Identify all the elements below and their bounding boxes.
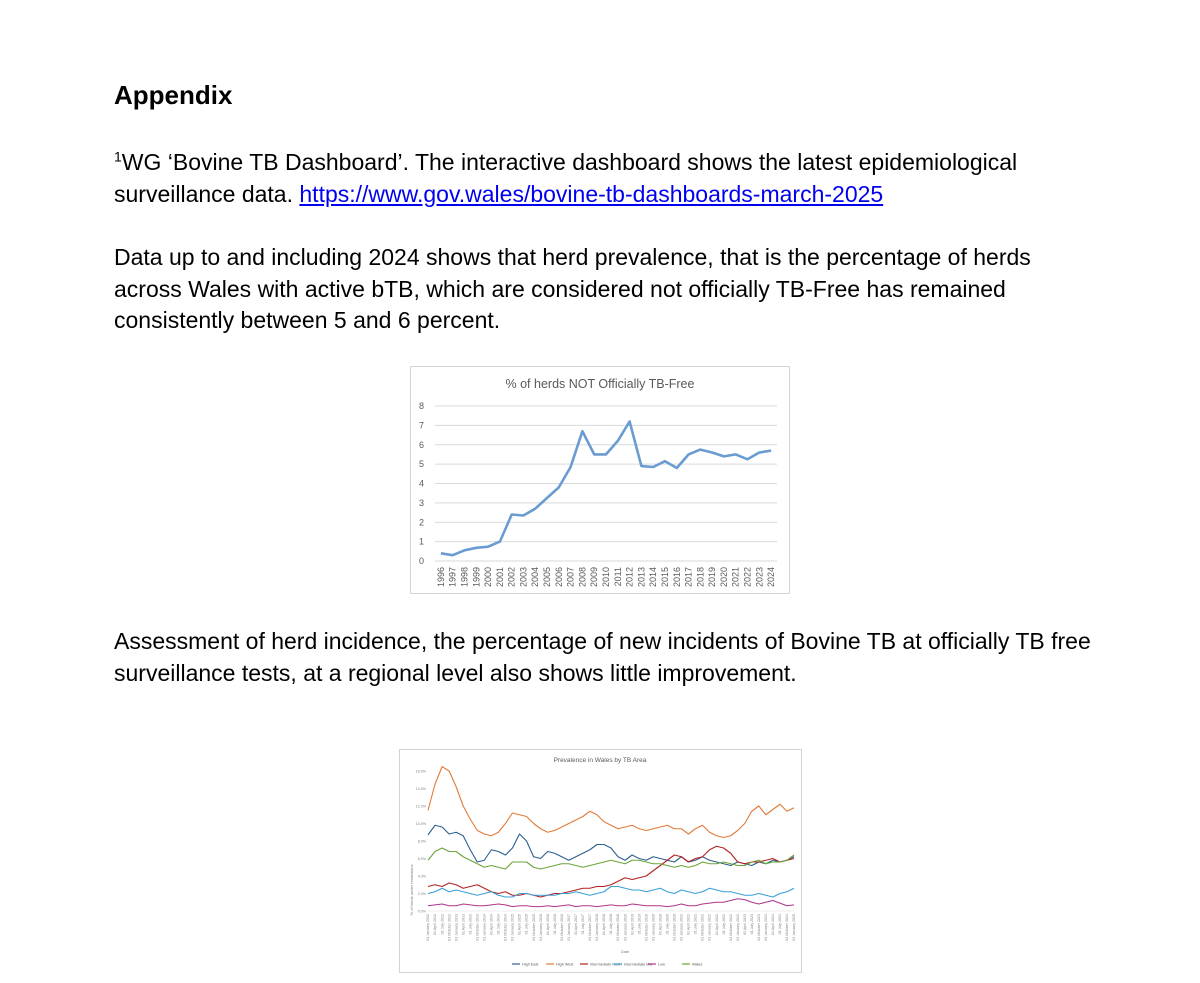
series-line bbox=[428, 846, 794, 897]
x-tick-label: 01 April 2013 bbox=[461, 914, 466, 935]
x-tick-label: 2008 bbox=[577, 567, 588, 588]
x-tick-label: 01 January 2016 bbox=[538, 914, 543, 941]
y-tick-label: 5 bbox=[418, 459, 424, 470]
x-tick-label: 01 January 2018 bbox=[595, 914, 600, 941]
x-tick-label: 01 April 2023 bbox=[742, 914, 747, 935]
x-tick-label: 2024 bbox=[766, 567, 777, 588]
x-tick-label: 01 January 2013 bbox=[454, 914, 459, 941]
x-tick-label: 01 April 2014 bbox=[489, 914, 494, 935]
x-tick-label: 01 October 2015 bbox=[531, 914, 536, 941]
x-tick-label: 2018 bbox=[695, 567, 706, 588]
x-tick-label: 2004 bbox=[530, 567, 541, 588]
series-line bbox=[428, 899, 794, 907]
herds-not-tb-free-chart bbox=[410, 366, 790, 594]
x-tick-label: 01 January 2025 bbox=[792, 914, 797, 941]
x-tick-label: 1998 bbox=[459, 567, 470, 588]
x-tick-label: 01 January 2015 bbox=[510, 914, 515, 941]
x-tick-label: 01 October 2024 bbox=[785, 914, 790, 941]
x-tick-label: 2019 bbox=[707, 567, 718, 588]
legend-label: High West bbox=[556, 962, 574, 967]
footnote-number: 1 bbox=[114, 148, 122, 165]
x-tick-label: 01 July 2024 bbox=[778, 914, 783, 935]
x-tick-label: 01 October 2017 bbox=[588, 914, 593, 941]
x-tick-label: 2009 bbox=[589, 567, 600, 588]
x-tick-label: 01 January 2014 bbox=[482, 914, 487, 941]
herds-not-tb-free-chart-svg bbox=[411, 367, 789, 593]
chart-title: % of herds NOT Officially TB-Free bbox=[505, 377, 695, 391]
x-tick-label: 2016 bbox=[671, 567, 682, 588]
x-tick-label: 01 January 2021 bbox=[679, 914, 684, 941]
x-tick-label: 2023 bbox=[754, 567, 765, 588]
y-tick-label: 4 bbox=[418, 478, 424, 489]
x-tick-label: 01 October 2012 bbox=[447, 914, 452, 941]
x-tick-label: 01 July 2015 bbox=[524, 914, 529, 935]
x-tick-label: 1997 bbox=[447, 567, 458, 588]
y-tick-label: 8.0% bbox=[417, 839, 426, 844]
y-tick-label: 12.0% bbox=[415, 804, 426, 809]
x-tick-label: 01 July 2018 bbox=[609, 914, 614, 935]
legend-label: Intermediate North bbox=[590, 962, 622, 967]
x-tick-label: 1996 bbox=[435, 567, 446, 588]
x-tick-label: 01 April 2018 bbox=[602, 914, 607, 935]
x-tick-label: 2012 bbox=[624, 567, 635, 588]
y-tick-label: 6 bbox=[418, 439, 424, 450]
series-line bbox=[428, 825, 794, 865]
x-tick-label: 01 January 2023 bbox=[735, 914, 740, 941]
y-tick-label: 2 bbox=[418, 517, 424, 528]
x-tick-label: 01 October 2022 bbox=[728, 914, 733, 941]
x-tick-label: 2005 bbox=[542, 567, 553, 588]
x-tick-label: 01 January 2020 bbox=[651, 914, 656, 941]
chart-title: Prevalence in Wales by TB Area bbox=[553, 757, 647, 764]
x-axis-label: Date bbox=[620, 949, 630, 954]
x-tick-label: 2020 bbox=[718, 567, 729, 588]
series-line bbox=[428, 848, 794, 869]
prevalence-by-tb-area-chart bbox=[399, 749, 802, 973]
x-tick-label: 2003 bbox=[518, 567, 529, 588]
x-tick-label: 01 January 2012 bbox=[426, 914, 431, 941]
x-tick-label: 01 October 2018 bbox=[616, 914, 621, 941]
y-tick-label: 2.0% bbox=[417, 891, 426, 896]
x-tick-label: 1999 bbox=[471, 567, 482, 588]
x-tick-label: 2001 bbox=[494, 567, 505, 588]
x-tick-label: 2007 bbox=[565, 567, 576, 588]
x-tick-label: 01 April 2020 bbox=[658, 914, 663, 935]
y-tick-label: 3 bbox=[418, 497, 424, 508]
x-tick-label: 01 July 2023 bbox=[749, 914, 754, 935]
x-tick-label: 2022 bbox=[742, 567, 753, 588]
y-tick-label: 6.0% bbox=[417, 856, 426, 861]
x-tick-label: 01 October 2019 bbox=[644, 914, 649, 941]
x-tick-label: 01 October 2016 bbox=[559, 914, 564, 941]
x-tick-label: 2021 bbox=[730, 567, 741, 588]
x-tick-label: 01 July 2017 bbox=[581, 914, 586, 935]
x-tick-label: 2015 bbox=[659, 567, 670, 588]
y-tick-label: 1 bbox=[418, 536, 424, 547]
x-tick-label: 01 April 2024 bbox=[771, 914, 776, 935]
x-tick-label: 01 July 2019 bbox=[637, 914, 642, 935]
legend-label: High East bbox=[522, 962, 539, 967]
y-tick-label: 7 bbox=[418, 420, 424, 431]
x-tick-label: 2011 bbox=[612, 567, 623, 587]
appendix-heading: Appendix bbox=[114, 80, 233, 110]
x-tick-label: 01 April 2012 bbox=[433, 914, 438, 935]
x-tick-label: 01 July 2020 bbox=[665, 914, 670, 935]
prevalence-by-tb-area-chart-svg bbox=[400, 750, 801, 972]
x-tick-label: 01 October 2014 bbox=[503, 914, 508, 941]
x-tick-label: 01 July 2013 bbox=[468, 914, 473, 935]
x-tick-label: 01 October 2021 bbox=[700, 914, 705, 941]
x-tick-label: 01 July 2014 bbox=[496, 914, 501, 935]
x-tick-label: 01 January 2017 bbox=[566, 914, 571, 941]
y-tick-label: 4.0% bbox=[417, 874, 426, 879]
y-tick-label: 10.0% bbox=[415, 821, 426, 826]
prevalence-paragraph: Data up to and including 2024 shows that herd prevalence, that is the percentage of herds across Wales with active bTB, which are considered not officially TB-Free has remained consistently between 5 and 6 percent. bbox=[114, 244, 1031, 333]
y-tick-label: 16.0% bbox=[415, 769, 426, 774]
y-tick-label: 8 bbox=[418, 401, 424, 411]
dashboard-link[interactable]: https://www.gov.wales/bovine-tb-dashboards-march-2025 bbox=[299, 180, 884, 207]
y-axis-label: % of herds under restrictions bbox=[409, 864, 414, 916]
x-tick-label: 01 April 2022 bbox=[714, 914, 719, 935]
x-tick-label: 01 January 2024 bbox=[764, 914, 769, 941]
x-tick-label: 2000 bbox=[483, 567, 494, 588]
x-tick-label: 2013 bbox=[636, 567, 647, 588]
x-tick-label: 01 April 2016 bbox=[545, 914, 550, 935]
x-tick-label: 01 January 2022 bbox=[707, 914, 712, 941]
x-tick-label: 2017 bbox=[683, 567, 694, 588]
series-line bbox=[441, 422, 771, 556]
x-tick-label: 01 July 2021 bbox=[693, 914, 698, 935]
y-tick-label: 14.0% bbox=[415, 786, 426, 791]
x-tick-label: 2006 bbox=[553, 567, 564, 588]
x-tick-label: 01 April 2015 bbox=[517, 914, 522, 935]
x-tick-label: 01 January 2019 bbox=[623, 914, 628, 941]
x-tick-label: 01 October 2020 bbox=[672, 914, 677, 941]
legend-label: Low bbox=[658, 962, 665, 967]
x-tick-label: 01 April 2017 bbox=[574, 914, 579, 935]
x-tick-label: 2014 bbox=[648, 567, 659, 588]
x-tick-label: 01 July 2012 bbox=[440, 914, 445, 935]
legend-label: Wales bbox=[692, 962, 703, 967]
footnote-text: WG ‘Bovine TB Dashboard’. The interactive dashboard shows the latest epidemiological surveillance data. bbox=[114, 149, 1018, 207]
series-line bbox=[428, 767, 794, 838]
x-tick-label: 01 July 2022 bbox=[721, 914, 726, 935]
footnote-paragraph bbox=[114, 147, 1094, 210]
x-tick-label: 2010 bbox=[601, 567, 611, 588]
y-tick-label: 0.0% bbox=[417, 909, 426, 914]
x-tick-label: 2002 bbox=[506, 567, 517, 588]
x-tick-label: 01 July 2016 bbox=[552, 914, 557, 935]
y-tick-label: 0 bbox=[418, 556, 424, 566]
incidence-paragraph: Assessment of herd incidence, the percentage of new incidents of Bovine TB at officially TB free surveillance tests, at a regional level also shows little improvement. bbox=[114, 628, 1091, 686]
x-tick-label: 01 October 2023 bbox=[757, 914, 762, 941]
x-tick-label: 01 April 2019 bbox=[630, 914, 635, 935]
x-tick-label: 01 October 2013 bbox=[475, 914, 480, 941]
x-tick-label: 01 April 2021 bbox=[686, 914, 691, 935]
legend-label: Intermediate Mid bbox=[624, 962, 653, 967]
